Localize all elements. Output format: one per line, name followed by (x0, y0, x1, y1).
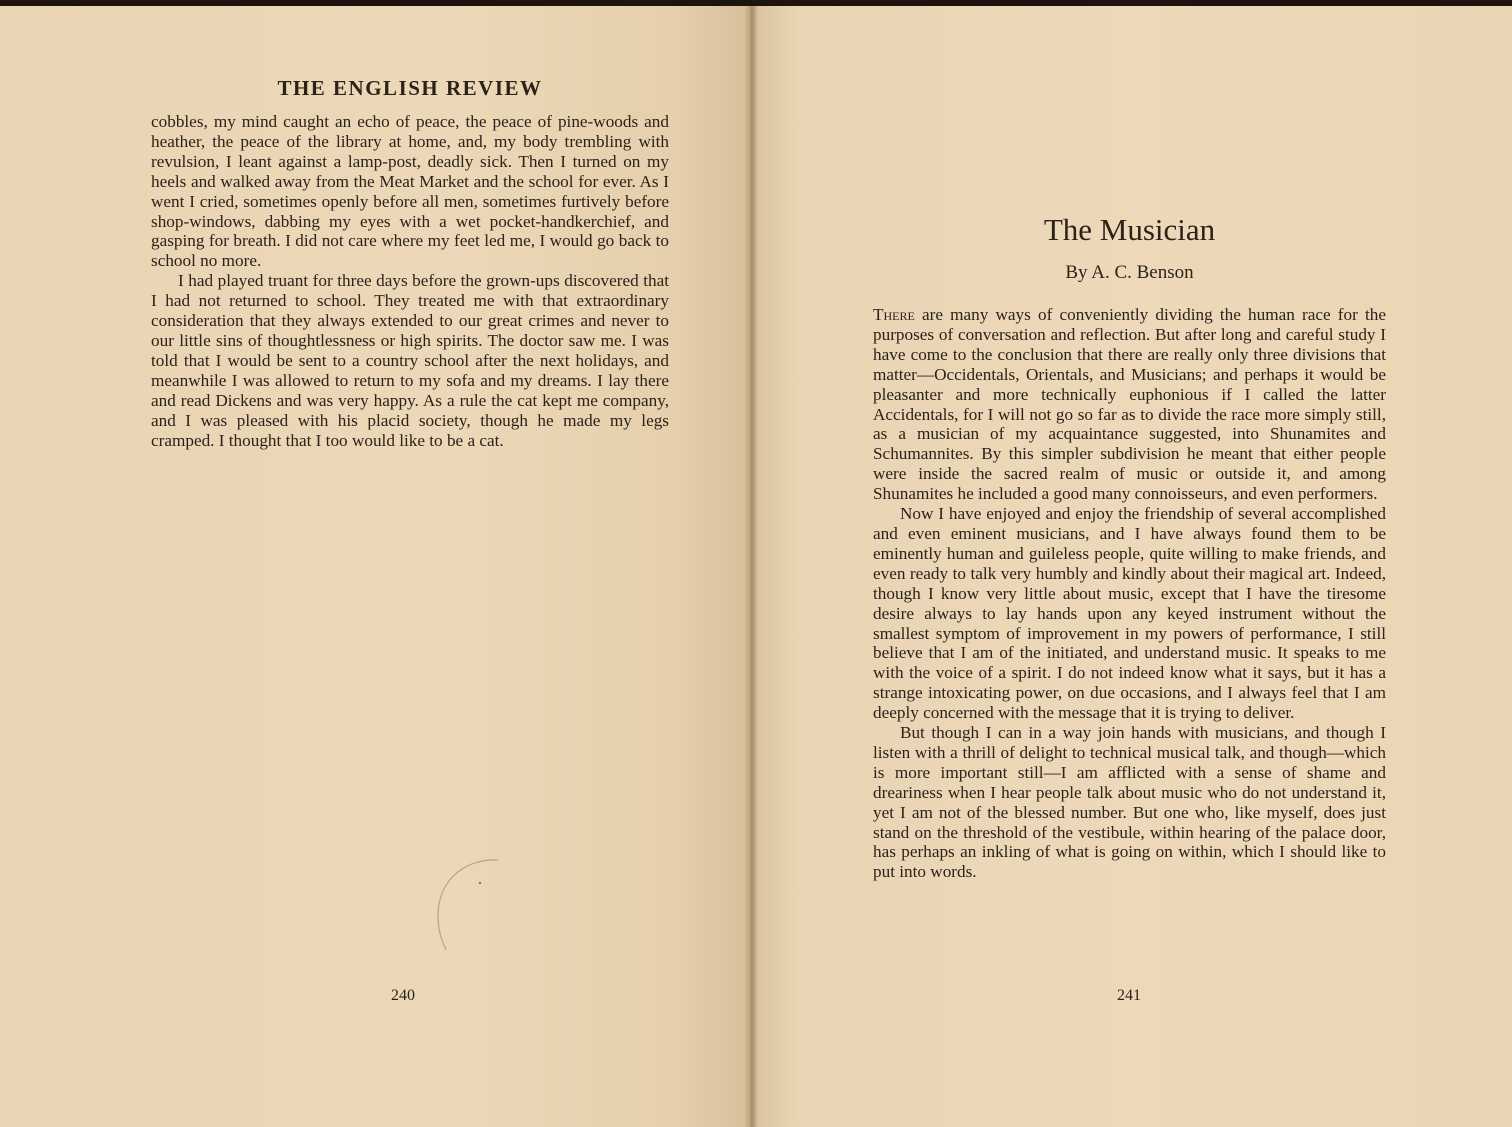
article-title: The Musician (1043, 212, 1216, 247)
book-gutter (744, 6, 758, 1127)
page-number-left: 240 (391, 987, 415, 1004)
left-page-body (151, 112, 669, 450)
article-byline: By A. C. Benson (1065, 262, 1194, 283)
left-paragraph-1: cobbles, my mind caught an echo of peace, the peace of pine-woods and heather, the peace of the library at home, and, my body trembling with revulsion, I leant against a lamp-post, deadly sick. Then I turned on my heels and walked away from the Meat Market and the school for ever. As I went I cried, sometimes openly before all men, sometimes furtively before shop-windows, dabbing my eyes with a wet pocket-handkerchief, and gasping for breath. I did not care where my feet led me, I would go back to school no more. (151, 112, 669, 271)
drop-word: There (873, 305, 915, 324)
right-paragraph-2: Now I have enjoyed and enjoy the friendship of several accomplished and even eminent musicians, and I have always found them to be eminently human and guileless people, quite willing to make friends, and even ready to talk very humbly and kindly about their magical art. Indeed, though I know very little about music, except that I have the tiresome desire always to lay hands upon any keyed instrument without the smallest symptom of improvement in my powers of performance, I still believe that I am of the initiated, and understand music. It speaks to me with the voice of a spirit. I do not indeed know what it says, but it has a strange intoxicating power, on due occasions, and I always feel that I am deeply concerned with the message that it is trying to deliver. (873, 504, 1386, 723)
left-page (0, 6, 752, 1127)
book-spread (0, 6, 1512, 1127)
left-paragraph-2: I had played truant for three days before the grown-ups discovered that I had not returned to school. They treated me with that extraordinary consideration that they always extended to our great crimes and never to our little sins of thoughtlessness or high spirits. The doctor saw me. I was told that I would be sent to a country school after the next holidays, and meanwhile I was allowed to return to my sofa and my dreams. I lay there and read Dickens and was very happy. As a rule the cat kept me company, and I was pleased with his placid society, though he made my legs cramped. I thought that I too would like to be a cat. (151, 271, 669, 450)
right-paragraph-1 (873, 305, 1386, 504)
right-page-body (873, 305, 1386, 882)
page-number-right: 241 (1117, 987, 1141, 1004)
right-paragraph-3: But though I can in a way join hands with musicians, and though I listen with a thrill of delight to technical musical talk, and though—which is more important still—I am afflicted with a sense of shame and dreariness when I hear people talk about music who do not understand it, yet I am not of the blessed number. But one who, like myself, does just stand on the threshold of the vestibule, within hearing of the palace door, has perhaps an inkling of what is going on within, which I should like to put into words. (873, 723, 1386, 882)
running-head: THE ENGLISH REVIEW (277, 76, 543, 100)
right-page (752, 6, 1512, 1127)
pencil-mark-icon (430, 856, 510, 956)
right-paragraph-1-text: are many ways of conveniently dividing the human race for the purposes of conversation and reflection. But after long and careful study I have come to the conclusion that there are really only three divisions that matter—Occidentals, Orientals, and Musicians; and perhaps it would be pleasanter and more technically euphonious if I called the latter Accidentals, for I will not go so far as to divide the race more simply still, as a musician of my acquaintance suggested, into Shunamites and Schumannites. By this simpler subdivision he meant that either people were inside the sacred realm of music or outside it, and among Shunamites he included a good many connoisseurs, and even performers. (873, 305, 1386, 504)
